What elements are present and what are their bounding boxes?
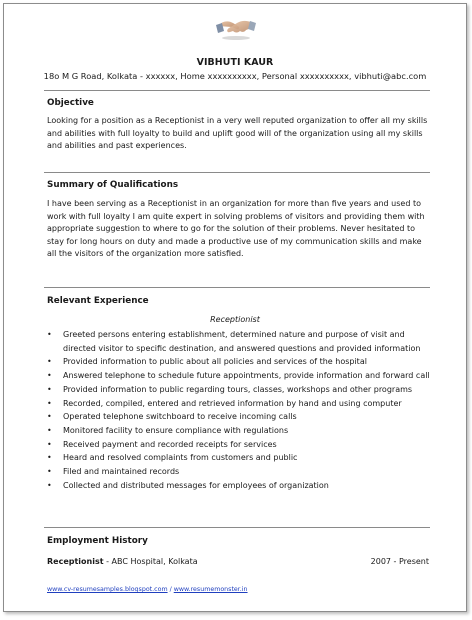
bullet: •: [47, 371, 52, 381]
bullet: •: [47, 398, 52, 408]
list-item: • Monitored facility to ensure compliance with regulations: [47, 424, 431, 438]
list-item: • Operated telephone switchboard to receive incoming calls: [47, 410, 431, 424]
footer-separator: /: [167, 586, 174, 593]
bullet: •: [47, 357, 52, 367]
contact-line: 18o M G Road, Kolkata - xxxxxx, Home xxxxxxxxxx, Personal xxxxxxxxxx, vibhuti@abc.com: [43, 71, 427, 81]
section-divider: [44, 172, 430, 173]
list-item: • Heard and resolved complaints from customers and public: [47, 451, 431, 465]
job-entry: [47, 557, 198, 566]
bullet: •: [47, 330, 52, 339]
objective-heading: Objective: [47, 98, 94, 108]
list-item: • Collected and distributed messages for employees of organization: [47, 479, 431, 493]
list-item: • Received payment and recorded receipts for services: [47, 438, 431, 452]
section-divider: [44, 90, 430, 91]
experience-heading: Relevant Experience: [47, 296, 149, 306]
job-dates: 2007 - Present: [370, 557, 429, 566]
candidate-name: VIBHUTI KAUR: [196, 57, 274, 68]
bullet: •: [47, 467, 52, 477]
list-item: • Recorded, compiled, entered and retrieved information by hand and using computer: [47, 397, 431, 411]
list-item: • Provided information to public regarding tours, classes, workshops and other programs: [47, 383, 431, 397]
bullet: •: [47, 480, 52, 490]
bullet: •: [47, 384, 52, 394]
section-divider: [44, 527, 430, 528]
experience-list: [47, 328, 431, 492]
list-item: • Greeted persons entering establishment, determined nature and purpose of visit and directed visitor to specific destination, and answered questions and provided information: [47, 330, 421, 353]
resume-page: [3, 3, 467, 612]
bullet: •: [47, 439, 52, 449]
list-item: • Provided information to public about all policies and services of the hospital: [47, 355, 431, 369]
qualifications-text: I have been serving as a Receptionist in an organization for more than five years and used to work with full loyalty I am quite expert in solving problems of visitors and providing them with appropriate suggestion to where to go for the solution of their problems. Never hesitated to stay for long hours on duty and made a productive use of my communication skills and make all the visitors of the organization more satisfied.: [47, 199, 425, 259]
job-employer: - ABC Hospital, Kolkata: [103, 557, 198, 566]
employment-heading: Employment History: [47, 536, 148, 546]
handshake-logo-icon: [216, 12, 256, 42]
bullet: •: [47, 412, 52, 422]
list-item: • Filed and maintained records: [47, 465, 431, 479]
list-item: • Answered telephone to schedule future appointments, provide information and forward call: [47, 369, 431, 383]
qualifications-heading: Summary of Qualifications: [47, 180, 179, 190]
objective-text: Looking for a position as a Receptionist in a very well reputed organization to offer all my skills and abilities with full loyalty to build and uplift good will of the organization using all my skills and abilities and past experiences.: [47, 116, 428, 151]
footer-link-resumemonster[interactable]: www.resumemonster.in: [173, 586, 248, 593]
job-title: Receptionist: [47, 557, 104, 566]
bullet: •: [47, 453, 52, 463]
footer-link-cv-resumesamples[interactable]: www.cv-resumesamples.blogspot.com: [47, 586, 168, 593]
bullet: •: [47, 425, 52, 435]
experience-role: Receptionist: [210, 315, 260, 324]
section-divider: [44, 287, 430, 288]
footer-links: [47, 586, 248, 593]
